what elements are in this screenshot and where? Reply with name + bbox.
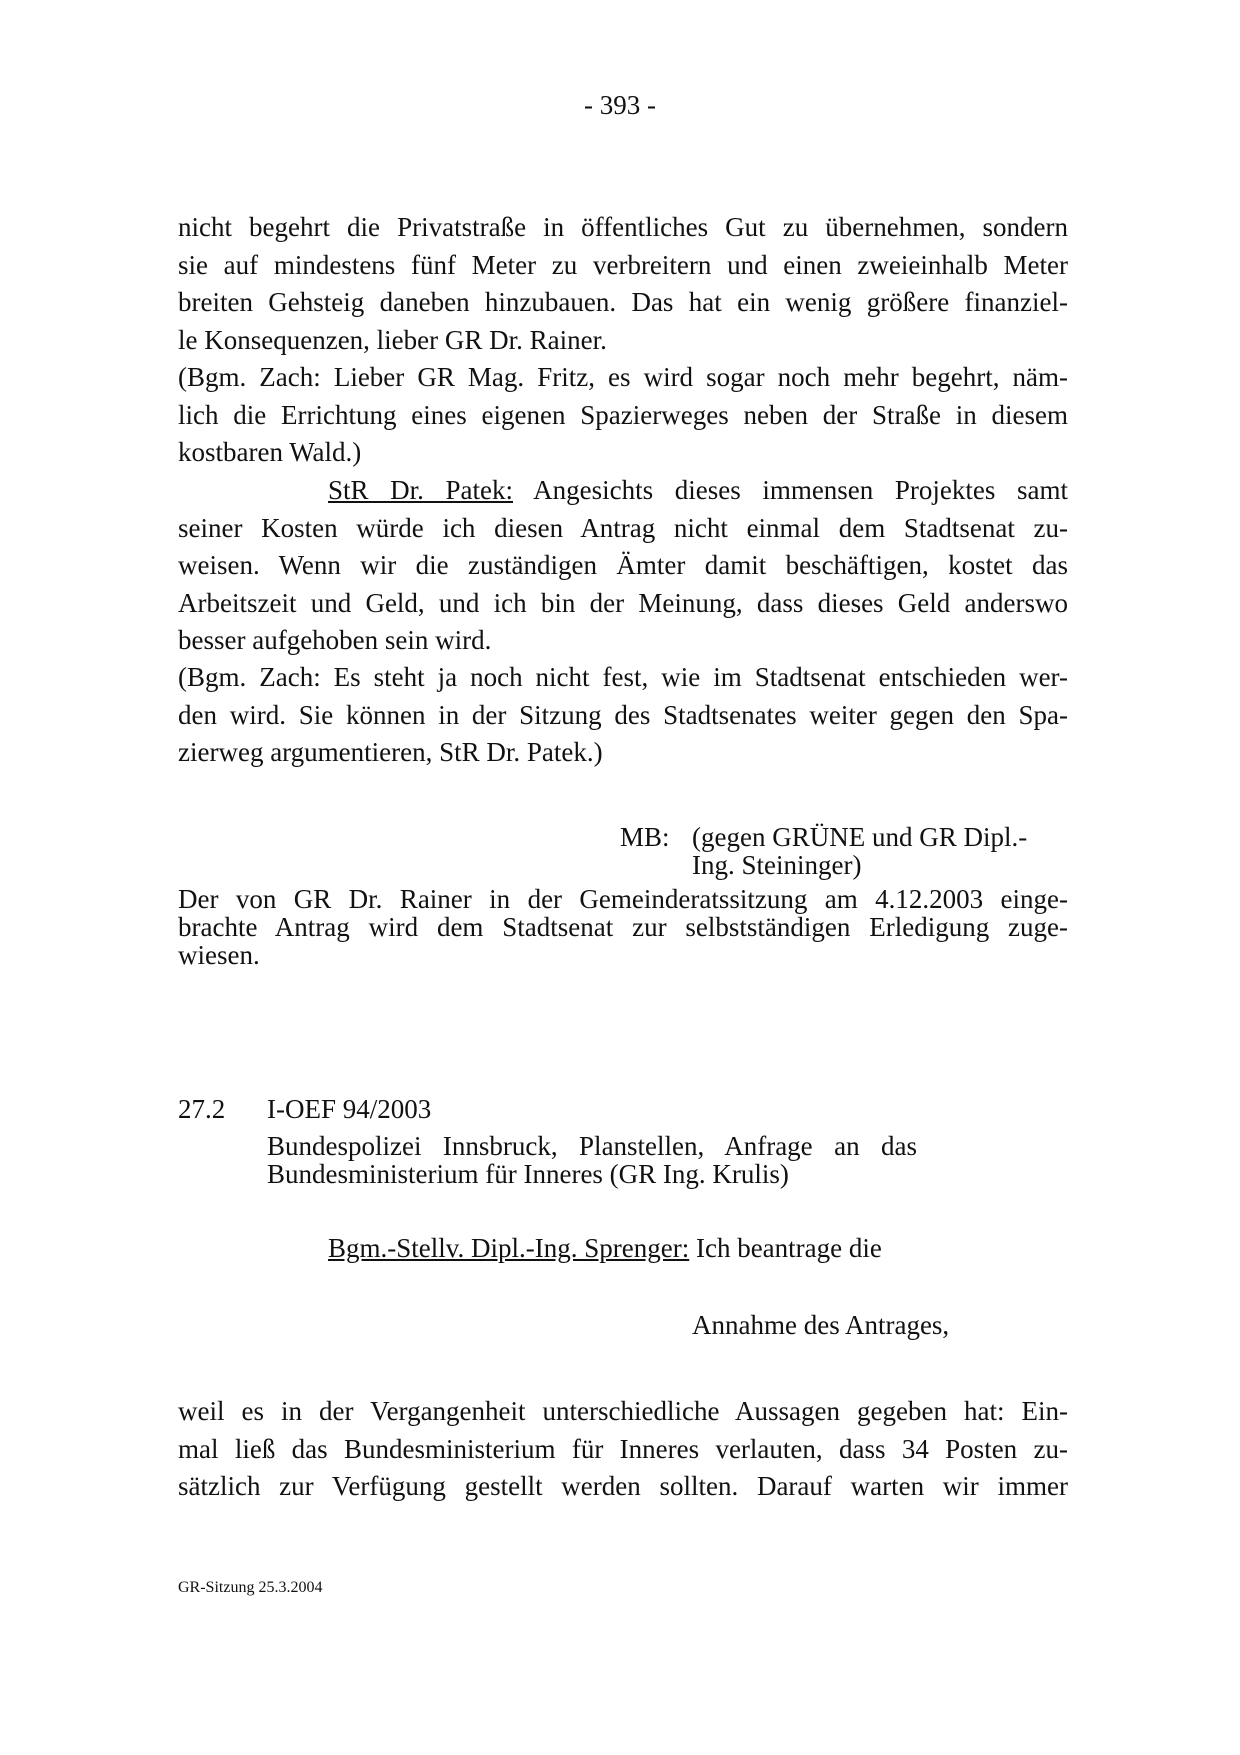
text-line: weil es in der Vergangenheit unterschiedliche Aussagen gegeben hat: Ein-: [178, 1396, 1068, 1426]
text-line: seiner Kosten würde ich diesen Antrag nicht einmal dem Stadtsenat zu-: [178, 512, 1068, 543]
text-line: nicht begehrt die Privatstraße in öffentliches Gut zu übernehmen, sondern: [178, 212, 1068, 242]
text-line: Arbeitszeit und Geld, und ich bin der Meinung, dass dieses Geld anderswo: [178, 587, 1068, 618]
text-line: [178, 472, 1068, 510]
text-line: (Bgm. Zach: Es steht ja noch nicht fest, wie im Stadtsenat entschieden wer-: [178, 662, 1068, 692]
text-line: Der von GR Dr. Rainer in der Gemeinderatssitzung am 4.12.2003 einge-: [178, 884, 1068, 914]
speech-text: Ich beantrage die: [695, 1233, 882, 1263]
text-line: den wird. Sie können in der Sitzung des Stadtsenates weiter gegen den Spa-: [178, 699, 1068, 730]
text-line: breiten Gehsteig daneben hinzubauen. Das hat ein wenig größere finanziel-: [178, 287, 1068, 317]
text-line: sätzlich zur Verfügung gestellt werden sollten. Darauf warten wir immer: [178, 1471, 1068, 1501]
text-line: besser aufgehoben sein wird.: [178, 625, 492, 655]
speech-text: Angesichts dieses immensen Projektes samt: [533, 475, 1068, 505]
mb-line: (gegen GRÜNE und GR Dipl.-: [692, 822, 1028, 852]
paragraph-1: [178, 209, 1068, 359]
text-line: mal ließ das Bundesministerium für Inneres verlauten, dass 34 Posten zu-: [178, 1433, 1068, 1464]
text-line: weisen. Wenn wir die zuständigen Ämter damit beschäftigen, kostet das: [178, 550, 1068, 580]
text-line: wiesen.: [178, 940, 260, 970]
decision-text: [178, 885, 1068, 969]
mb-text: [692, 823, 1072, 879]
paragraph-2-interjection: [178, 359, 1068, 472]
text-line: lich die Errichtung eines eigenen Spazierweges neben der Straße in diesem: [178, 399, 1068, 430]
majority-note: [620, 822, 1028, 880]
mb-label: MB:: [620, 822, 670, 852]
page-number: - 393 -: [584, 90, 656, 120]
item-subject: [267, 1132, 917, 1188]
speaker-name: StR Dr. Patek:: [328, 475, 513, 505]
speech-intro: [328, 1233, 882, 1264]
speaker-name: Bgm.-Stellv. Dipl.-Ing. Sprenger:: [328, 1233, 690, 1263]
text-line: (Bgm. Zach: Lieber GR Mag. Fritz, es wird sogar noch mehr begehrt, näm-: [178, 362, 1068, 392]
text-line: kostbaren Wald.): [178, 437, 362, 467]
paragraph-4-interjection: [178, 659, 1068, 772]
paragraph-5: [178, 1393, 1068, 1506]
text-line: Bundespolizei Innsbruck, Planstellen, Anfrage an das: [267, 1131, 917, 1161]
text-line: le Konsequenzen, lieber GR Dr. Rainer.: [178, 324, 607, 355]
text-line: sie auf mindestens fünf Meter zu verbreitern und einen zweieinhalb Meter: [178, 249, 1068, 280]
paragraph-3-speech: [178, 472, 1068, 660]
item-number: 27.2: [178, 1094, 226, 1124]
item-reference: I-OEF 94/2003: [267, 1094, 432, 1124]
text-line: brachte Antrag wird dem Stadtsenat zur selbstständigen Erledigung zuge-: [178, 912, 1068, 942]
text-line: Bundesministerium für Inneres (GR Ing. Krulis): [267, 1159, 789, 1189]
text-line: zierweg argumentieren, StR Dr. Patek.): [178, 737, 603, 767]
motion-text: Annahme des Antrages,: [692, 1310, 950, 1340]
footer-session-date: GR-Sitzung 25.3.2004: [178, 1579, 323, 1596]
mb-line: Ing. Steininger): [692, 850, 862, 880]
